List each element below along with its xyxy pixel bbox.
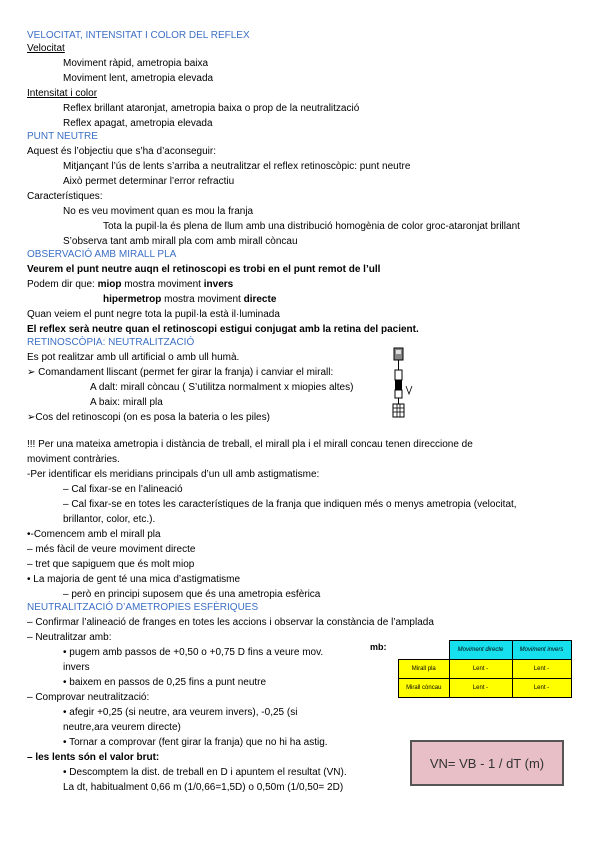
table-row-label: Mirall còncau xyxy=(399,679,450,698)
text: mostra moviment xyxy=(121,279,204,290)
table-header: Moviment directe xyxy=(449,641,512,660)
term-directe: directe xyxy=(243,294,277,305)
text-line: – Cal fixar-se en totes les característiques de la franja que indiquen més o menys ametropia (velocitat, xyxy=(63,499,517,510)
table-cell: Lent - xyxy=(449,660,512,679)
text-line: ➢Cos del retinoscopi (on es posa la bateria o les piles) xyxy=(27,412,270,423)
text-line: • La majoria de gent té una mica d’astigmatisme xyxy=(27,574,241,585)
text-line: Característiques: xyxy=(27,191,103,202)
text-line: Reflex apagat, ametropia elevada xyxy=(63,118,213,129)
subheading-velocitat: Velocitat xyxy=(27,43,65,54)
text-line: – Comprovar neutralització: xyxy=(27,692,150,703)
text-line: !!! Per una mateixa ametropia i distància de treball, el mirall pla i el mirall concau tenen direccione de xyxy=(27,439,473,450)
subheading-intensitat: Intensitat i color xyxy=(27,88,98,99)
section-title-velocitat: VELOCITAT, INTENSITAT I COLOR DEL REFLEX xyxy=(27,30,250,41)
movement-table xyxy=(398,640,572,698)
formula-text: VN= VB - 1 / dT (m) xyxy=(429,755,545,771)
term-hipermetrop: hipermetrop xyxy=(103,294,162,305)
retinoscope-diagram xyxy=(392,346,428,421)
text-line: • Tornar a comprovar (fent girar la franja) que no hi ha astig. xyxy=(63,737,328,748)
text-line: Aquest és l’objectiu que s’ha d’aconseguir: xyxy=(27,146,217,157)
table-row-label: Mirall pla xyxy=(399,660,450,679)
text-line: invers xyxy=(63,662,90,673)
text-line: S’observa tant amb mirall pla com amb mirall còncau xyxy=(63,236,298,247)
table-cell: Lent - xyxy=(512,660,571,679)
text-line-bold: El reflex serà neutre quan el retinoscopi estigui conjugat amb la retina del pacient. xyxy=(27,324,419,335)
table-row xyxy=(399,679,572,698)
text-line: • afegir +0,25 (si neutre, ara veurem invers), -0,25 (si xyxy=(63,707,298,718)
table-cell-empty xyxy=(399,641,450,660)
text-line-bold: – les lents són el valor brut: xyxy=(27,752,160,763)
section-title-retinoscopia: RETINOSCÒPIA: NEUTRALITZACIÓ xyxy=(27,337,195,348)
section-title-observacio: OBSERVACIÓ AMB MIRALL PLA xyxy=(27,249,177,260)
text-line: brillantor, color, etc.). xyxy=(63,514,156,525)
table-caption: mb: xyxy=(370,642,387,652)
text-line: • pugem amb passos de +0,50 o +0,75 D fins a veure mov. xyxy=(63,647,324,658)
text-line: Quan veiem el punt negre tota la pupil·la està il·luminada xyxy=(27,309,280,320)
text-line: – Neutralitzar amb: xyxy=(27,632,112,643)
text-line: – més fàcil de veure moviment directe xyxy=(27,544,196,555)
table-row xyxy=(399,641,572,660)
text-line: – tret que sapiguem que és molt miop xyxy=(27,559,195,570)
text-line: Es pot realitzar amb ull artificial o amb ull humà. xyxy=(27,352,240,363)
text-line: A dalt: mirall còncau ( S’utilitza normalment x miopies altes) xyxy=(90,382,354,393)
text-line: • Descomptem la dist. de treball en D i apuntem el resultat (VN). xyxy=(63,767,347,778)
text-line: neutre,ara veurem directe) xyxy=(63,722,181,733)
text-line: -Per identificar els meridians principals d’un ull amb astigmatisme: xyxy=(27,469,320,480)
text-line: Reflex brillant ataronjat, ametropia baixa o prop de la neutralització xyxy=(63,103,360,114)
section-title-punt-neutre: PUNT NEUTRE xyxy=(27,131,98,142)
text-line: A baix: mirall pla xyxy=(90,397,163,408)
term-miop: miop xyxy=(97,279,122,290)
table-row xyxy=(399,660,572,679)
table-header: Moviment invers xyxy=(512,641,571,660)
text-line: Mitjançant l’ús de lents s’arriba a neutralitzar el reflex retinoscòpic: punt neutre xyxy=(63,161,411,172)
table-cell: Lent - xyxy=(512,679,571,698)
term-invers: invers xyxy=(203,279,234,290)
text-line: Moviment lent, ametropia elevada xyxy=(63,73,214,84)
text-line: Tota la pupil·la és plena de llum amb una distribució homogènia de color groc-ataronjat brillant xyxy=(103,221,520,232)
text-line: Moviment ràpid, ametropia baixa xyxy=(63,58,209,69)
text-line: ➢ Comandament lliscant (permet fer girar la franja) i canviar el mirall: xyxy=(27,367,334,378)
text-line: moviment contràries. xyxy=(27,454,120,465)
text-line-bold: Veurem el punt neutre auqn el retinoscopi es trobi en el punt remot de l’ull xyxy=(27,264,381,275)
text-line: – però en principi suposem que és una ametropia esfèrica xyxy=(63,589,321,600)
text-line: •-Comencem amb el mirall pla xyxy=(27,529,161,540)
text-line xyxy=(103,293,276,306)
text-line xyxy=(27,278,233,291)
text: mostra moviment xyxy=(161,294,244,305)
text: Podem dir que: xyxy=(27,279,98,290)
text-line: Això permet determinar l’error refractiu xyxy=(63,176,235,187)
formula-box xyxy=(410,740,564,786)
text-line: No es veu moviment quan es mou la franja xyxy=(63,206,254,217)
text-line: – Confirmar l’alineació de franges en totes les accions i observar la constància de l’amplada xyxy=(27,617,434,628)
table-cell: Lent - xyxy=(449,679,512,698)
text-line: La dt, habitualment 0,66 m (1/0,66=1,5D) o 0,50m (1/0,50= 2D) xyxy=(63,782,344,793)
section-title-neutralitzacio-esferiques: NEUTRALITZACIÓ D’AMETROPIES ESFÈRIQUES xyxy=(27,602,259,613)
text-line: • baixem en passos de 0,25 fins a punt neutre xyxy=(63,677,267,688)
text-line: – Cal fixar-se en l’alineació xyxy=(63,484,183,495)
